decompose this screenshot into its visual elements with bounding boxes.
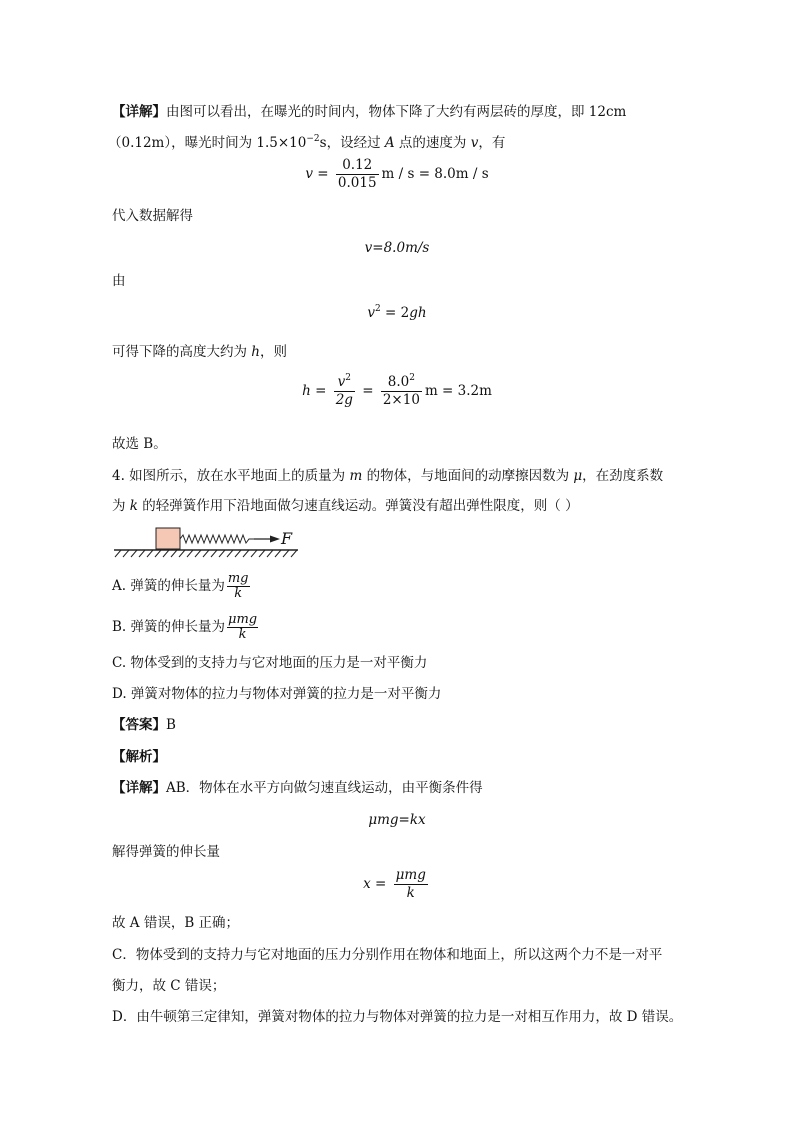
text-height: 可得下降的高度大约为 h，则 [112, 344, 287, 360]
text-select-b: 故选 B。 [112, 436, 167, 452]
option-d: D. 弹簧对物体的拉力与物体对弹簧的拉力是一对平衡力 [112, 686, 442, 702]
option-c: C. 物体受到的支持力与它对地面的压力是一对平衡力 [112, 655, 428, 671]
spring [180, 535, 254, 543]
equation-extension: x = $\frac{\text{μmg}}{k}$ [363, 867, 426, 901]
ground-hatching [115, 550, 297, 557]
question-4-line-2: 为 k 的轻弹簧作用下沿地面做匀速直线运动。弹簧没有超出弹性限度，则（ ） [112, 498, 579, 514]
answer: 【答案】B [112, 717, 176, 733]
fraction: $\frac{0.12}{0.015}$ [337, 157, 377, 191]
text-extension: 解得弹簧的伸长量 [112, 844, 220, 860]
option-b: B. 弹簧的伸长量为 $\frac{\text{μmg}}{k}$ [112, 612, 258, 642]
fraction: $\frac{\text{μmg}}{k}$ [395, 867, 426, 901]
fraction: $\frac{\text{μmg}}{k}$ [228, 612, 258, 642]
fraction: $\frac{8.0^2}{2\times 10}$ [382, 373, 420, 408]
force-label: F [281, 529, 293, 548]
equation-velocity: v = $\frac{0.12}{0.015}$ m / s = 8.0m / s [305, 157, 489, 191]
text-d: D．由牛顿第三定律知，弹簧对物体的拉力与物体对弹簧的拉力是一对相互作用力，故 D 错误。 [112, 1009, 683, 1025]
text-c-line-1: C．物体受到的支持力与它对地面的压力分别作用在物体和地面上，所以这两个力不是一对平 [112, 947, 663, 963]
text-from: 由 [112, 273, 126, 289]
detail-tag: 【详解】 [112, 104, 166, 120]
detail-paragraph-1: 【详解】由图可以看出，在曝光的时间内，物体下降了大约有两层砖的厚度，即 12cm [112, 104, 627, 120]
equation-kinematics: $v^2 = 2gh$ [367, 304, 427, 321]
analysis-heading: 【解析】 [112, 749, 166, 765]
text-conclusion-ab: 故 A 错误，B 正确； [112, 915, 240, 931]
option-a: A. 弹簧的伸长量为 $\frac{mg}{k}$ [112, 571, 249, 601]
fraction: $\frac{v^2}{2g}$ [335, 373, 353, 408]
equation-height: h = $\frac{v^2}{2g}$ = $\frac{8.0^2}{2\times 10}$ m = 3.2m [302, 373, 492, 408]
equation-balance: μmg=kx [368, 812, 426, 828]
text-c-line-2: 衡力，故 C 错误； [112, 978, 226, 994]
detail-paragraph-1-line-2: （0.12m），曝光时间为 $1.5\times 10^{-2}s$，设经过 A 点的速度为 v，有 [108, 134, 506, 151]
detail-ab: 【详解】AB．物体在水平方向做匀速直线运动，由平衡条件得 [112, 780, 483, 796]
spring-block-diagram [112, 525, 302, 561]
question-4-line-1: 4. 如图所示，放在水平地面上的质量为 m 的物体，与地面间的动摩擦因数为 μ，在劲度系数 [112, 468, 664, 484]
equation-velocity-result: v=8.0m/s [364, 240, 430, 256]
force-arrow-head [270, 536, 280, 543]
text-substitute: 代入数据解得 [112, 208, 193, 224]
block [156, 528, 180, 549]
fraction: $\frac{mg}{k}$ [227, 571, 249, 601]
